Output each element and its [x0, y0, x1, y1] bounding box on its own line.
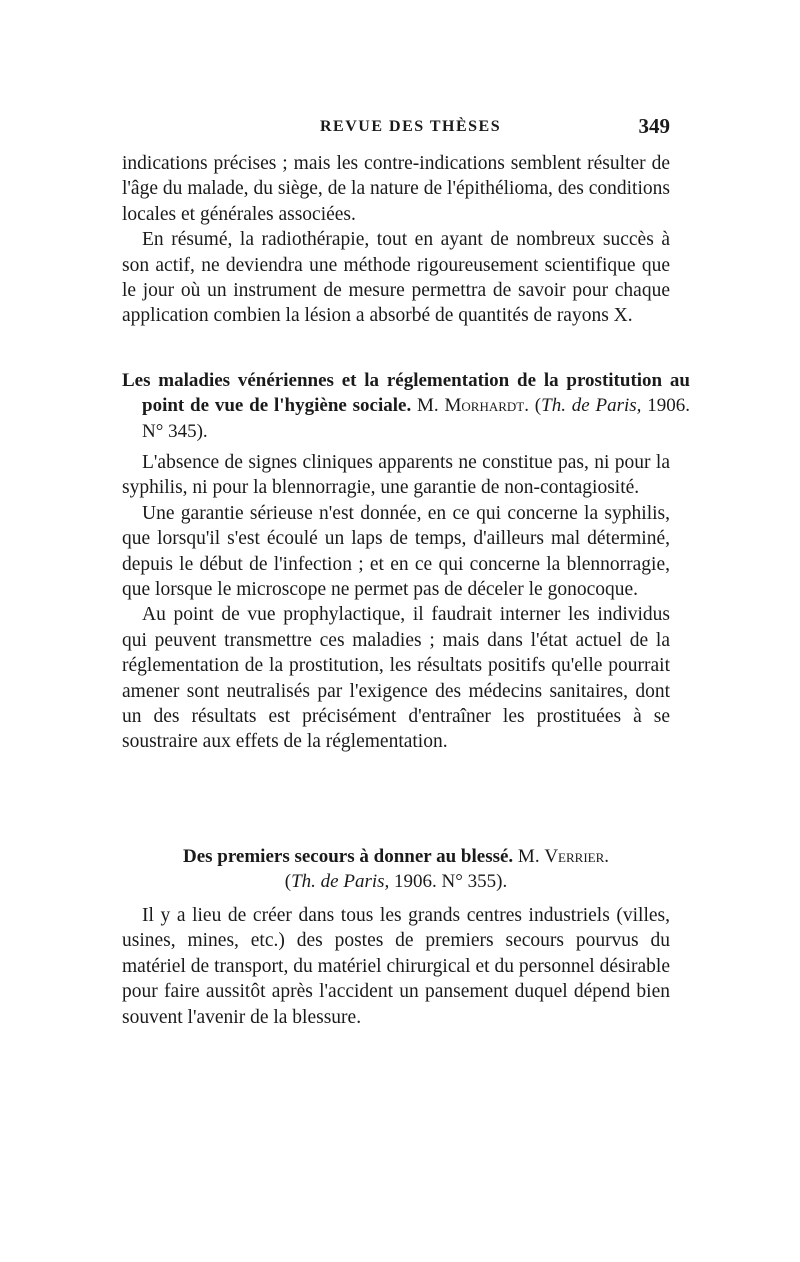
author-prefix: M.: [517, 846, 540, 867]
author-prefix: M.: [417, 395, 439, 417]
reference-details: 1906. N° 355).: [394, 871, 508, 893]
paragraph: Au point de vue prophylactique, il faudrait interner les individus qui peuvent transmettre ces maladies ; mais dans l'état actuel de la réglementation de la prostitution, les résultats positifs qu'elle pourrait amener sont neutralisés par l'exigence des médecins sanitaires, dont un des résultats est précisément d'entraîner les prostituées à se soustraire aux effets de la réglementation.: [122, 604, 670, 753]
section-title: Les maladies vénériennes et la réglementation de la prostitution au point de vue de l'hygiène sociale.: [122, 370, 690, 417]
paragraph: Une garantie sérieuse n'est donnée, en ce qui concerne la syphilis, que lorsqu'il s'est écoulé un laps de temps, d'ailleurs mal déterminé, depuis le début de l'infection ; et en ce qui concerne la blennorragie, que lorsque le microscope ne permet pas de déceler le gonocoque.: [122, 502, 670, 601]
author-name: Morhardt.: [444, 395, 529, 417]
paragraph: Il y a lieu de créer dans tous les grands centres industriels (villes, usines, mines, etc.) des postes de premiers secours pourvus du matériel de transport, du matériel chirurgical et du personnel désirable pour faire aussitôt après l'accident un pansement duquel dépend bien souvent l'avenir de la blessure.: [122, 905, 670, 1028]
paragraph: L'absence de signes cliniques apparents ne constitue pas, ni pour la syphilis, ni pour la blennorragie, une garantie de non-contagiosité.: [122, 452, 670, 499]
page-number: 349: [638, 114, 670, 138]
author-name: Verrier.: [544, 846, 610, 867]
reference-open: (: [534, 395, 542, 417]
running-title: REVUE DES THÈSES: [320, 118, 502, 135]
page-header: [122, 114, 670, 144]
paragraph: indications précises ; mais les contre-indications semblent résulter de l'âge du malade, du siège, de la nature de l'épithélioma, des conditions locales et générales associées.: [122, 153, 670, 225]
section1-text-block: [122, 450, 670, 755]
section2-text-block: [122, 903, 670, 1030]
reference-details: 1906. N° 345).: [142, 395, 690, 442]
section-title: Des premiers secours à donner au blessé.: [182, 846, 514, 867]
reference-journal: Th. de Paris,: [291, 871, 390, 893]
reference-journal: Th. de Paris,: [541, 395, 642, 417]
reference-open: (: [284, 871, 292, 893]
paragraph: En résumé, la radiothérapie, tout en ayant de nombreux succès à son actif, ne deviendra une méthode rigoureusement scientifique que le jour où un instrument de mesure permettra de savoir pour chaque application combien la lésion a absorbé de quantités de rayons X.: [122, 229, 670, 327]
section-heading-secours: [122, 844, 670, 895]
intro-text-block: [122, 151, 670, 329]
section-heading-maladies: [122, 368, 690, 444]
